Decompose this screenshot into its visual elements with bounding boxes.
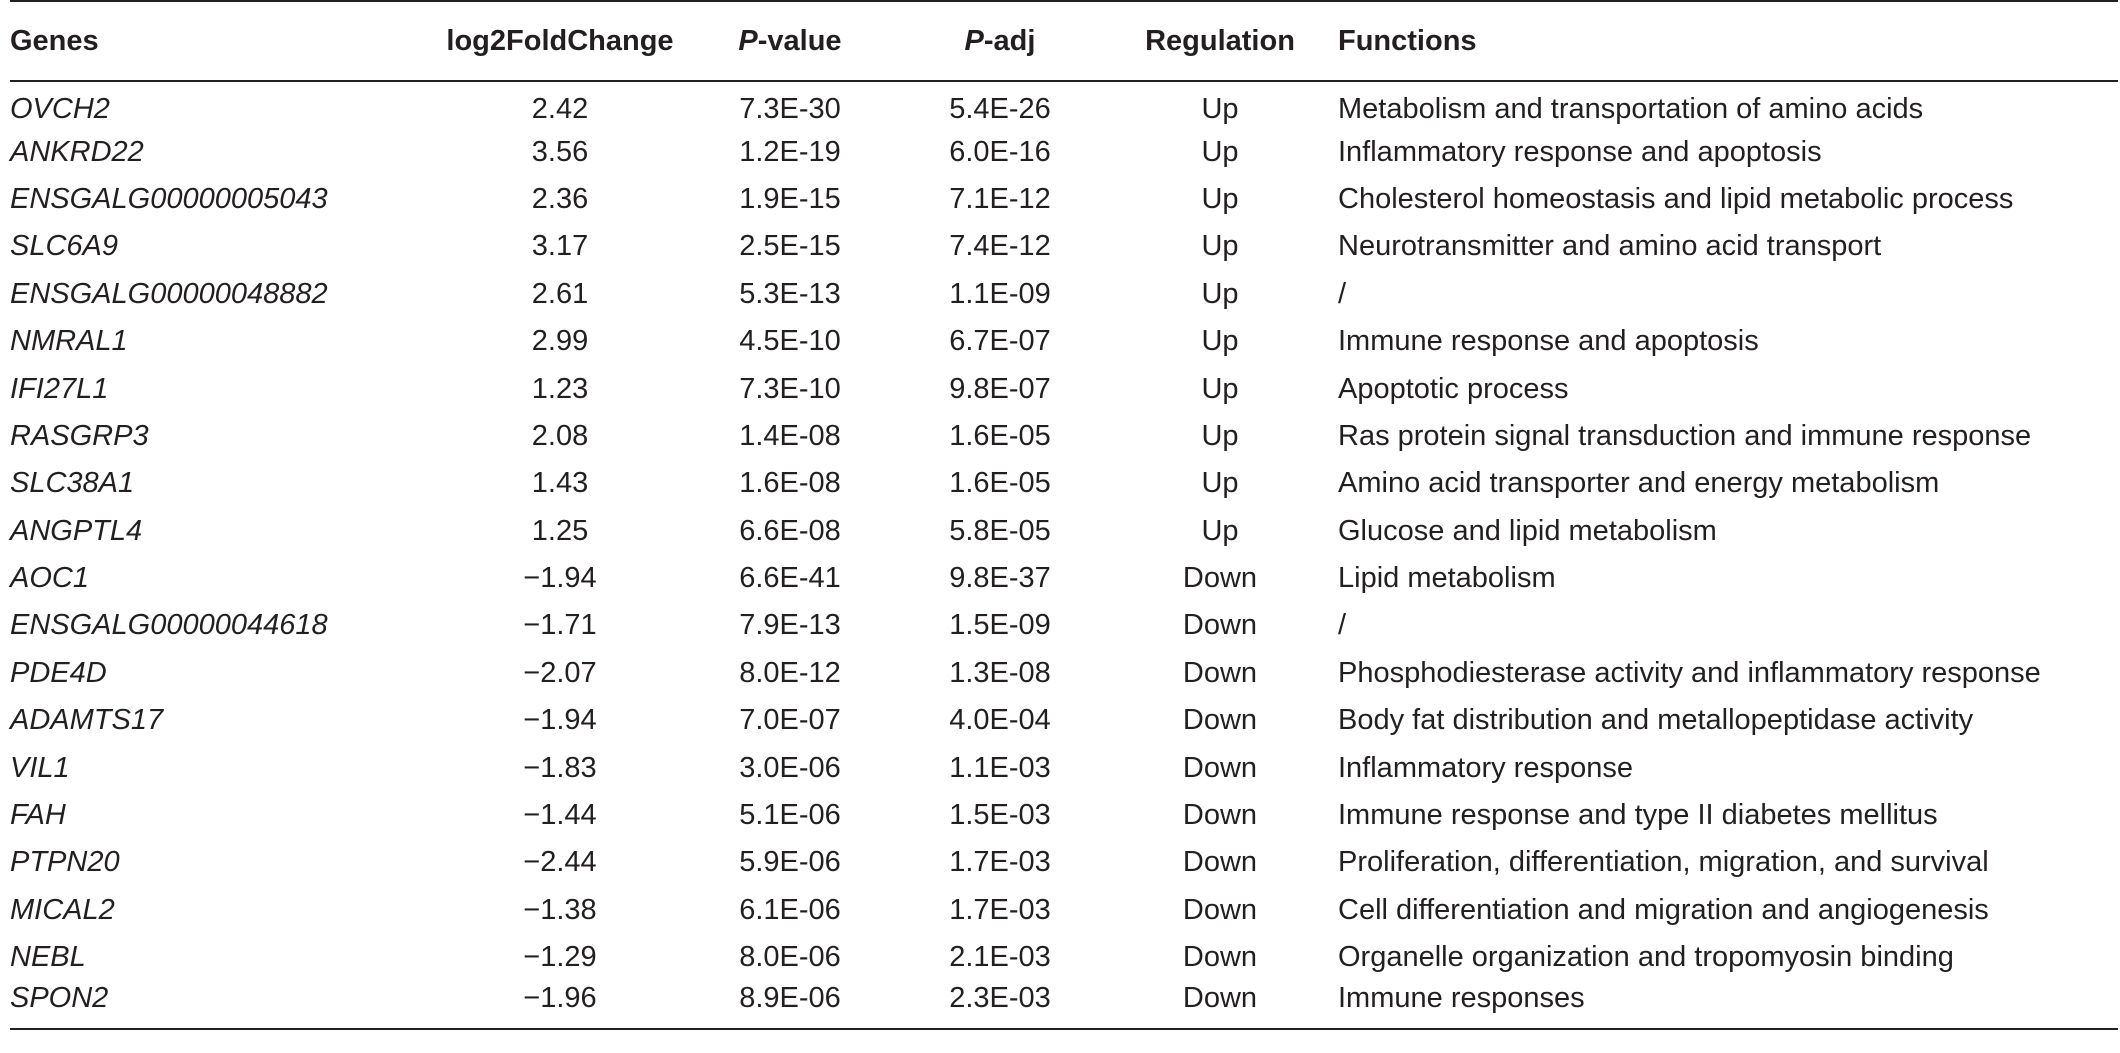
table-row [10,223,2118,270]
p-adj-cell: 6.7E-07 [949,325,1051,358]
function-cell: Inflammatory response and apoptosis [1338,135,1822,168]
gene-expression-table [10,0,2118,1030]
header-p-value-italic: P [738,24,758,57]
header-p-adj-italic: P [964,24,984,57]
p-value-cell: 5.9E-06 [739,846,841,879]
log2foldchange-cell: −1.38 [523,893,597,926]
table-row [10,460,2118,507]
log2foldchange-cell: 2.36 [531,182,589,215]
gene-cell: RASGRP3 [10,419,149,452]
p-adj-cell: 9.8E-37 [949,562,1051,595]
gene-cell: SLC6A9 [10,230,119,263]
p-value-cell: 1.6E-08 [739,467,841,500]
log2foldchange-cell: 3.17 [531,230,589,263]
regulation-cell: Up [1201,277,1239,310]
regulation-cell: Up [1201,325,1239,358]
table-row [10,365,2118,412]
function-cell: Proliferation, differentiation, migration, and survival [1338,846,1989,879]
function-cell: / [1338,277,1347,310]
function-cell: Body fat distribution and metallopeptidase activity [1338,704,1974,737]
table-row [10,792,2118,839]
function-cell: Apoptotic process [1338,372,1569,405]
table-row [10,697,2118,744]
function-cell: Ras protein signal transduction and immune response [1338,419,2032,452]
table-row [10,413,2118,460]
gene-cell: IFI27L1 [10,372,109,405]
header-functions: Functions [1330,1,2118,81]
p-value-cell: 7.3E-10 [739,372,841,405]
regulation-cell: Up [1201,372,1239,405]
log2foldchange-cell: −1.44 [523,799,597,832]
function-cell: Amino acid transporter and energy metabolism [1338,467,1940,500]
table-row [10,176,2118,223]
function-cell: / [1338,609,1347,642]
table-row [10,508,2118,555]
table-row [10,602,2118,649]
header-p-value [690,1,890,81]
regulation-cell: Down [1182,656,1258,689]
p-value-cell: 6.6E-08 [739,514,841,547]
gene-cell: NEBL [10,941,86,974]
table-row [10,650,2118,697]
function-cell: Organelle organization and tropomyosin binding [1338,941,1954,974]
log2foldchange-cell: −2.44 [523,846,597,879]
log2foldchange-cell: 2.08 [531,419,589,452]
gene-cell: ANGPTL4 [10,514,143,547]
regulation-cell: Up [1201,182,1239,215]
p-adj-cell: 6.0E-16 [949,135,1051,168]
gene-cell: PTPN20 [10,846,120,879]
p-adj-cell: 1.5E-09 [949,609,1051,642]
regulation-cell: Up [1201,230,1239,263]
function-cell: Cholesterol homeostasis and lipid metabolic process [1338,182,2014,215]
regulation-cell: Down [1182,704,1258,737]
table-body [10,81,2118,1029]
function-cell: Immune responses [1330,981,2118,1028]
p-adj-cell: 5.8E-05 [949,514,1051,547]
log2foldchange-cell: −1.96 [430,981,690,1028]
function-cell: Glucose and lipid metabolism [1338,514,1717,547]
regulation-cell: Down [1110,981,1330,1028]
p-adj-cell: 5.4E-26 [949,92,1051,125]
gene-cell: PDE4D [10,656,107,689]
regulation-cell: Down [1182,799,1258,832]
gene-cell: OVCH2 [10,92,110,125]
table-row [10,839,2118,886]
header-p-adj-suffix: -adj [983,24,1036,57]
table-row [10,128,2118,175]
table-row [10,981,2118,1028]
p-value-cell: 5.1E-06 [739,799,841,832]
p-value-cell: 6.6E-41 [739,562,841,595]
table-row [10,271,2118,318]
log2foldchange-cell: 2.99 [531,325,589,358]
p-adj-cell: 1.7E-03 [949,893,1051,926]
p-adj-cell: 2.1E-03 [949,941,1051,974]
p-adj-cell: 1.6E-05 [949,419,1051,452]
p-value-cell: 8.0E-06 [739,941,841,974]
gene-cell: ENSGALG00000044618 [10,609,328,642]
gene-cell: FAH [10,799,66,832]
gene-cell: NMRAL1 [10,325,128,358]
p-adj-cell: 7.4E-12 [949,230,1051,263]
p-value-cell: 7.0E-07 [739,704,841,737]
p-value-cell: 1.2E-19 [739,135,841,168]
gene-cell: ENSGALG00000005043 [10,182,328,215]
table-row [10,555,2118,602]
regulation-cell: Up [1201,92,1239,125]
header-regulation: Regulation [1110,1,1330,81]
p-adj-cell: 2.3E-03 [890,981,1110,1028]
regulation-cell: Down [1182,941,1258,974]
log2foldchange-cell: −2.07 [523,656,597,689]
log2foldchange-cell: 2.42 [531,92,589,125]
function-cell: Inflammatory response [1338,751,1633,784]
regulation-cell: Up [1201,514,1239,547]
table-row [10,318,2118,365]
p-adj-cell: 7.1E-12 [949,182,1051,215]
header-log2foldchange: log2FoldChange [430,1,690,81]
gene-cell: ANKRD22 [10,135,144,168]
gene-cell: MICAL2 [10,893,115,926]
regulation-cell: Up [1201,467,1239,500]
p-value-cell: 5.3E-13 [739,277,841,310]
table-row [10,744,2118,791]
function-cell: Metabolism and transportation of amino acids [1338,92,1924,125]
log2foldchange-cell: −1.94 [523,704,597,737]
regulation-cell: Down [1182,609,1258,642]
gene-cell: SPON2 [10,981,430,1028]
regulation-cell: Up [1201,135,1239,168]
regulation-cell: Down [1182,846,1258,879]
header-genes: Genes [10,1,430,81]
log2foldchange-cell: 1.25 [531,514,589,547]
regulation-cell: Down [1182,562,1258,595]
table-row [10,887,2118,934]
p-value-cell: 6.1E-06 [739,893,841,926]
p-value-cell: 1.4E-08 [739,419,841,452]
regulation-cell: Up [1201,419,1239,452]
log2foldchange-cell: 1.43 [531,467,589,500]
log2foldchange-cell: −1.71 [523,609,597,642]
log2foldchange-cell: 1.23 [531,372,589,405]
log2foldchange-cell: −1.83 [523,751,597,784]
function-cell: Neurotransmitter and amino acid transport [1338,230,1882,263]
gene-cell: AOC1 [10,562,89,595]
p-adj-cell: 1.1E-03 [949,751,1051,784]
p-adj-cell: 4.0E-04 [949,704,1051,737]
regulation-cell: Down [1182,751,1258,784]
function-cell: Immune response and apoptosis [1338,325,1759,358]
header-p-value-suffix: -value [757,24,842,57]
gene-cell: ADAMTS17 [10,704,164,737]
p-adj-cell: 1.3E-08 [949,656,1051,689]
gene-cell: ENSGALG00000048882 [10,277,328,310]
p-value-cell: 8.9E-06 [690,981,890,1028]
p-value-cell: 7.9E-13 [739,609,841,642]
p-adj-cell: 1.7E-03 [949,846,1051,879]
p-value-cell: 1.9E-15 [739,182,841,215]
log2foldchange-cell: 2.61 [531,277,589,310]
regulation-cell: Down [1182,893,1258,926]
table-header-row [10,1,2118,81]
function-cell: Cell differentiation and migration and angiogenesis [1338,893,1989,926]
function-cell: Lipid metabolism [1338,562,1556,595]
p-adj-cell: 9.8E-07 [949,372,1051,405]
p-value-cell: 8.0E-12 [739,656,841,689]
log2foldchange-cell: −1.29 [523,941,597,974]
p-value-cell: 7.3E-30 [739,92,841,125]
log2foldchange-cell: −1.94 [523,562,597,595]
function-cell: Immune response and type II diabetes mellitus [1338,799,1938,832]
log2foldchange-cell: 3.56 [531,135,589,168]
p-adj-cell: 1.6E-05 [949,467,1051,500]
p-adj-cell: 1.5E-03 [949,799,1051,832]
table-row [10,934,2118,981]
function-cell: Phosphodiesterase activity and inflammatory response [1338,656,2041,689]
table-row [10,81,2118,128]
p-value-cell: 4.5E-10 [739,325,841,358]
gene-cell: SLC38A1 [10,467,135,500]
p-value-cell: 3.0E-06 [739,751,841,784]
header-p-adj [890,1,1110,81]
gene-cell: VIL1 [10,751,70,784]
p-value-cell: 2.5E-15 [739,230,841,263]
p-adj-cell: 1.1E-09 [949,277,1051,310]
